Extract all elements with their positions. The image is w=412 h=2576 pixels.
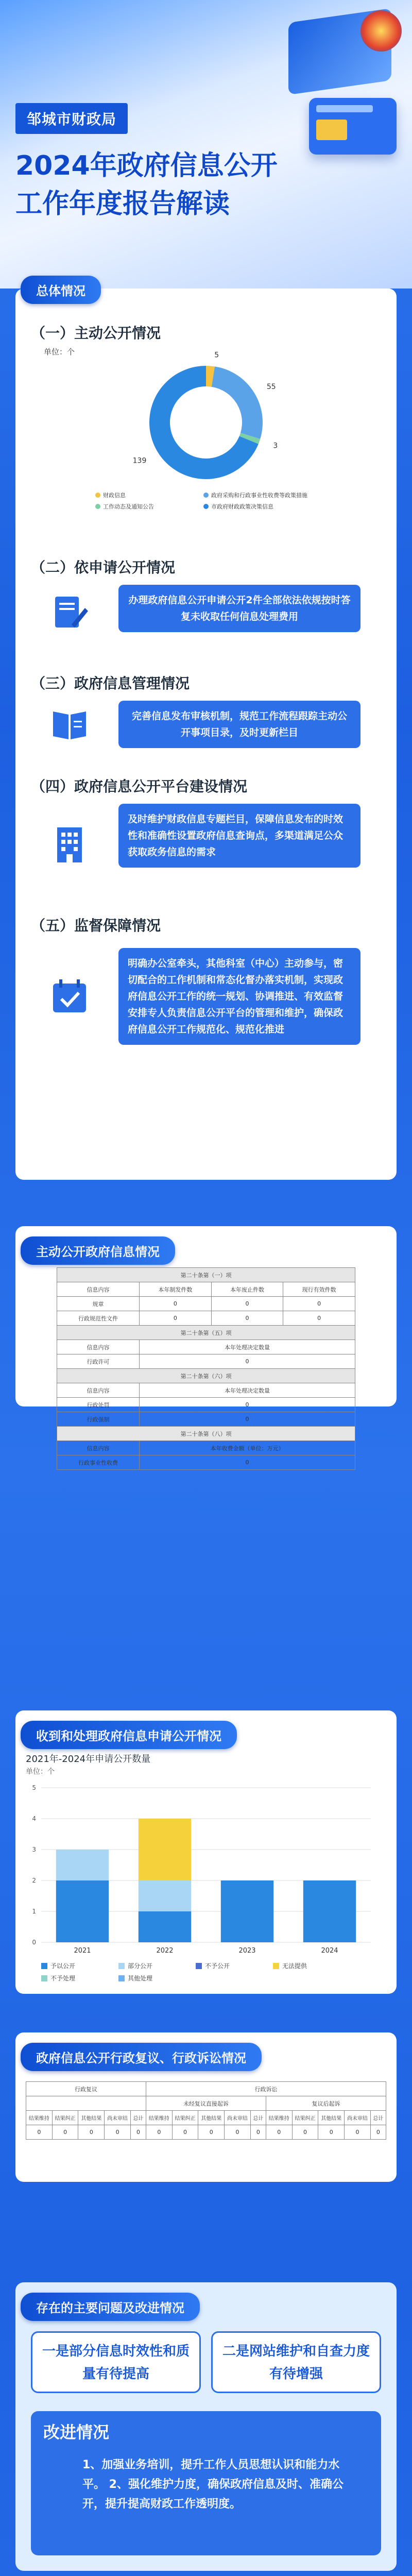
- legend-marker: [95, 493, 100, 498]
- review-col-header: 其他结果: [78, 2111, 105, 2125]
- platform-text: 及时维护财政信息专题栏目，保障信息发布的时效性和准确性设置政府信息查询点，多渠道满足公众获取政务信息的需求: [118, 804, 360, 868]
- table-header-cell: 本年收费金额（单位：万元）: [140, 1441, 355, 1455]
- review-col-header: 总计: [370, 2111, 386, 2125]
- table-header-cell: 本年处理决定数量: [140, 1383, 355, 1398]
- section-tag-active-table: 主动公开政府信息情况: [21, 1236, 175, 1265]
- review-value: 0: [130, 2125, 146, 2140]
- table-header-cell: 本年废止件数: [211, 1282, 283, 1297]
- legend-marker: [118, 1963, 125, 1969]
- legend-label: 不予公开: [205, 1962, 230, 1970]
- legend-label: 政府采购和行政事业性收费等政策措施: [211, 492, 307, 499]
- section-tag-review: 政府信息公开行政复议、行政诉讼情况: [21, 2043, 262, 2071]
- table-section-header: 第二十条第（六）项: [57, 1369, 355, 1383]
- book-icon: [46, 701, 93, 747]
- problem-2: 二是网站维护和自查力度有待增强: [211, 2331, 381, 2393]
- legend-marker: [196, 1963, 202, 1969]
- review-col-header: 尚未审结: [225, 2111, 251, 2125]
- table-cell: 0: [283, 1311, 355, 1326]
- review-col-header: 尚未审结: [345, 2111, 371, 2125]
- legend-label: 工作动态及通知公告: [103, 503, 154, 510]
- bar: [139, 1880, 191, 1911]
- table-header-cell: 信息内容: [57, 1441, 140, 1455]
- bar: [221, 1880, 273, 1942]
- section-tag-overview: 总体情况: [21, 276, 101, 304]
- supervise-title: （五）监督保障情况: [31, 917, 161, 934]
- improve-text: 1、加强业务培训，提升工作人员思想认识和能力水平。 2、强化维护力度，确保政府信息及时、准确公开，提升提高财政工作透明度。: [82, 2459, 344, 2511]
- review-table: [26, 2081, 386, 2140]
- improve-box: [31, 2411, 381, 2555]
- review-value: 0: [266, 2125, 292, 2140]
- chart-title: 2021年-2024年申请公开数量: [26, 1754, 151, 1765]
- hero-banner: [0, 0, 412, 289]
- donut-label: 55: [266, 382, 276, 391]
- table-cell: 0: [140, 1412, 355, 1427]
- review-header: 未经复议直接起诉: [146, 2096, 266, 2111]
- table-cell: 0: [140, 1354, 355, 1369]
- platform-title: （四）政府信息公开平台建设情况: [31, 778, 248, 795]
- chart-unit: 单位：个: [26, 1768, 55, 1776]
- table-row-label: 行政许可: [57, 1354, 140, 1369]
- table-header-cell: 现行有效件数: [283, 1282, 355, 1297]
- building-icon: [46, 822, 93, 868]
- section-tag-problems: 存在的主要问题及改进情况: [21, 2293, 200, 2321]
- table-section-header: 第二十条第（一）项: [57, 1268, 355, 1282]
- review-col-header: 结果维持: [26, 2111, 53, 2125]
- unit-label: 单位：个: [44, 347, 75, 357]
- review-header: 行政复议: [26, 2082, 146, 2096]
- review-value: 0: [225, 2125, 251, 2140]
- review-col-header: 其他结果: [198, 2111, 225, 2125]
- review-value: 0: [105, 2125, 131, 2140]
- legend-marker: [118, 1975, 125, 1981]
- department-badge: 邹城市财政局: [15, 103, 128, 134]
- bar: [139, 1819, 191, 1880]
- legend-label: 部分公开: [128, 1962, 153, 1970]
- table-header-cell: 本年处理决定数量: [140, 1340, 355, 1354]
- table-cell: 0: [140, 1398, 355, 1412]
- apply-title: （二）依申请公开情况: [31, 559, 176, 576]
- donut-chart: [77, 351, 335, 526]
- y-tick-label: 3: [32, 1846, 36, 1853]
- y-tick-label: 4: [32, 1815, 36, 1822]
- review-spacer: [26, 2096, 146, 2111]
- table-cell: 0: [211, 1311, 283, 1326]
- table-row-label: 行政强制: [57, 1412, 140, 1427]
- review-header: 行政诉讼: [146, 2082, 386, 2096]
- legend-label: 不予处理: [50, 1975, 76, 1982]
- review-value: 0: [52, 2125, 78, 2140]
- review-col-header: 总计: [130, 2111, 146, 2125]
- legend-marker: [273, 1963, 279, 1969]
- legend-marker: [203, 504, 209, 509]
- review-header: 复议后起诉: [266, 2096, 386, 2111]
- review-col-header: 结果纠正: [52, 2111, 78, 2125]
- active-title: （一）主动公开情况: [31, 325, 161, 342]
- donut-label: 3: [273, 442, 278, 450]
- review-col-header: 尚未审结: [105, 2111, 131, 2125]
- pen-icon: [46, 590, 93, 636]
- legend-label: 财政信息: [103, 492, 126, 499]
- manage-title: （三）政府信息管理情况: [31, 675, 190, 692]
- legend-label: 其他处理: [128, 1975, 153, 1982]
- table-cell: 0: [140, 1455, 355, 1470]
- table-section-header: 第二十条第（八）项: [57, 1427, 355, 1441]
- review-value: 0: [198, 2125, 225, 2140]
- bar: [56, 1850, 109, 1880]
- bar-chart: [21, 1777, 386, 1989]
- y-tick-label: 1: [32, 1908, 36, 1915]
- x-tick-label: 2022: [156, 1947, 174, 1955]
- x-tick-label: 2021: [74, 1947, 91, 1955]
- improve-title: 改进情况: [43, 2422, 110, 2442]
- review-value: 0: [292, 2125, 318, 2140]
- review-value: 0: [26, 2125, 53, 2140]
- legend-label: 无法提供: [282, 1962, 307, 1970]
- review-value: 0: [146, 2125, 172, 2140]
- section-tag-apply-chart: 收到和处理政府信息申请公开情况: [21, 1721, 237, 1749]
- review-value: 0: [370, 2125, 386, 2140]
- table-header-cell: 信息内容: [57, 1282, 140, 1297]
- table-row-label: 行政规范性文件: [57, 1311, 140, 1326]
- table-cell: 0: [283, 1297, 355, 1311]
- review-value: 0: [172, 2125, 198, 2140]
- dashboard-graphic: [309, 98, 397, 155]
- legend-label: 市政府财政政策决策信息: [211, 503, 273, 510]
- legend-marker: [41, 1975, 47, 1981]
- table-cell: 0: [140, 1311, 212, 1326]
- table-row-label: 行政处罚: [57, 1398, 140, 1412]
- table-header-cell: 信息内容: [57, 1340, 140, 1354]
- review-value: 0: [345, 2125, 371, 2140]
- legend-marker: [203, 493, 209, 498]
- donut-label: 139: [132, 456, 147, 465]
- apply-text: 办理政府信息公开申请公开2件全部依法依规按时答复未收取任何信息处理费用: [118, 585, 360, 632]
- page-title: 2024年政府信息公开 工作年度报告解读: [15, 150, 278, 219]
- calendar-check-icon: [46, 974, 93, 1020]
- y-tick-label: 0: [32, 1939, 36, 1946]
- donut-label: 5: [214, 351, 219, 360]
- review-col-header: 结果维持: [266, 2111, 292, 2125]
- review-col-header: 结果纠正: [172, 2111, 198, 2125]
- table-section-header: 第二十条第（五）项: [57, 1326, 355, 1340]
- x-tick-label: 2024: [321, 1947, 338, 1955]
- table-header-cell: 本年制发件数: [140, 1282, 212, 1297]
- active-info-table: [57, 1267, 355, 1470]
- legend-label: 予以公开: [50, 1962, 76, 1970]
- bar: [56, 1880, 109, 1942]
- manage-text: 完善信息发布审核机制，规范工作流程跟踪主动公开事项目录，及时更新栏目: [118, 701, 360, 748]
- review-col-header: 其他结果: [318, 2111, 345, 2125]
- problem-1: 一是部分信息时效性和质量有待提高: [31, 2331, 201, 2393]
- table-row-label: 规章: [57, 1297, 140, 1311]
- bar: [139, 1911, 191, 1942]
- legend-marker: [95, 504, 100, 509]
- review-value: 0: [250, 2125, 266, 2140]
- table-header-cell: 信息内容: [57, 1383, 140, 1398]
- supervise-text: 明确办公室牵头，其他科室（中心）主动参与，密切配合的工作机制和常态化督办落实机制，实现政府信息公开工作的统一规划、协调推进、有效监督 安排专人负责信息公开平台的管理和维护，确保政府信息公开工作规范化、规范化推进: [118, 948, 360, 1045]
- review-col-header: 结果维持: [146, 2111, 172, 2125]
- review-col-header: 总计: [250, 2111, 266, 2125]
- coin-graphic: [360, 10, 402, 52]
- table-cell: 0: [140, 1297, 212, 1311]
- x-tick-label: 2023: [238, 1947, 256, 1955]
- donut-slice: [212, 366, 263, 439]
- legend-marker: [41, 1963, 47, 1969]
- table-row-label: 行政事业性收费: [57, 1455, 140, 1470]
- table-cell: 0: [211, 1297, 283, 1311]
- y-tick-label: 2: [32, 1877, 36, 1884]
- bar: [303, 1880, 356, 1942]
- review-value: 0: [318, 2125, 345, 2140]
- review-value: 0: [78, 2125, 105, 2140]
- review-col-header: 结果纠正: [292, 2111, 318, 2125]
- y-tick-label: 5: [32, 1784, 36, 1791]
